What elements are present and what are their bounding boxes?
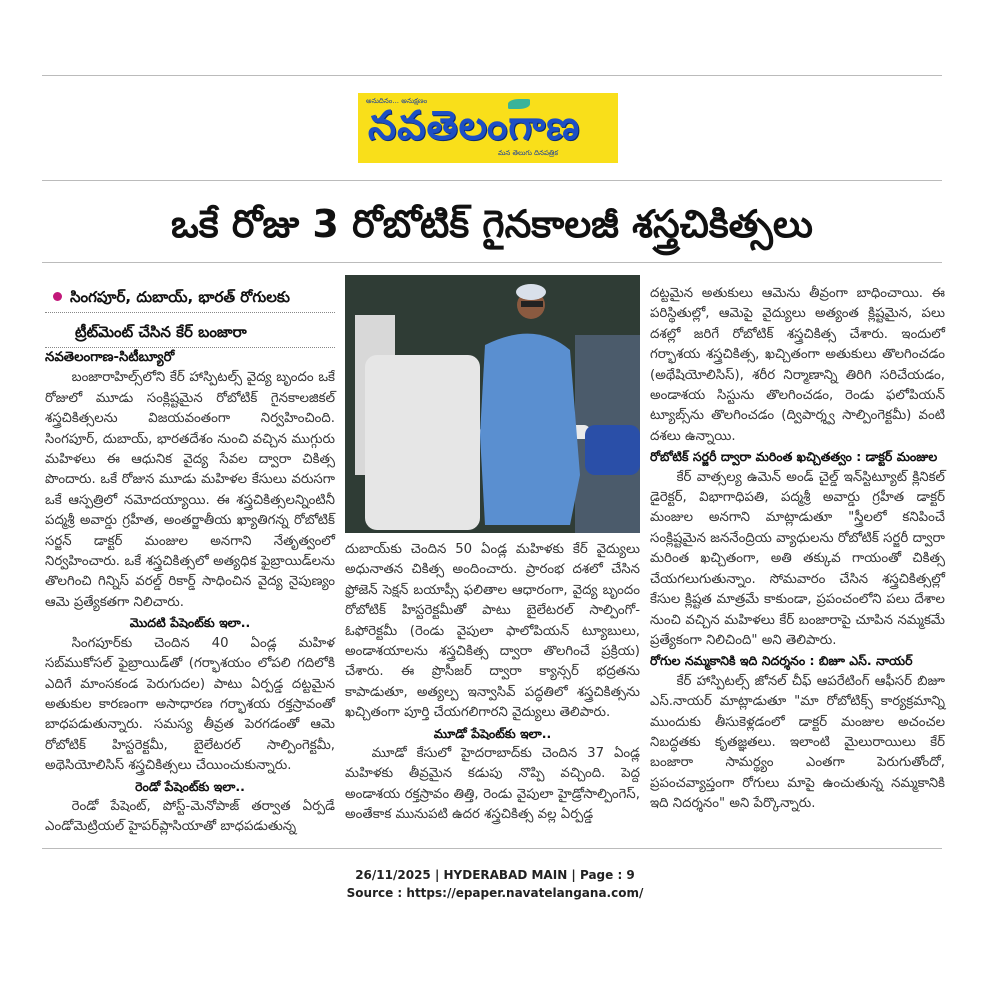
surgeon-robot-image — [345, 275, 640, 533]
dateline: నవతెలంగాణ-సిటీబ్యూరో — [45, 350, 175, 365]
column-1 — [45, 286, 335, 838]
bottom-rule — [42, 848, 942, 849]
intro-paragraph: బంజారాహిల్స్‌లోని కేర్ హాస్పిటల్స్ వైద్య బృందం ఒకే రోజులో మూడు సంక్లిష్టమైన రోబోటిక్ గైనకాలజికల్ శస్త్రచికిత్సలను విజయవంతంగా నిర్వహించింది. సింగపూర్, దుబాయ్, భారతదేశం నుంచి వచ్చిన ముగ్గురు మహిళలు ఈ ఆధునిక వైద్య సేవల ద్వారా చికిత్స పొందారు. ఒకే రోజున మూడు మహిళల కేసులు వరుసగా ఒకే ఆస్పత్రిలో నమోదయ్యాయి. ఈ శస్త్రచికిత్సలన్నింటినీ పద్మశ్రీ అవార్డు గ్రహీత, అంతర్జాతీయ ఖ్యాతిగన్న రోబోటిక్ సర్జన్ డాక్టర్ మంజుల అనగాని నేతృత్వంలో నిర్వహించారు. ఒకే శస్త్రచికిత్సలో అత్యధిక ఫైబ్రాయిడ్‌లను తొలగించి గిన్నిస్ వరల్డ్ రికార్డ్ సాధించిన వైద్య నైపుణ్యం ఆమె ప్రత్యేకతగా నిలిచారు. — [45, 370, 335, 610]
bullet-icon — [53, 292, 62, 301]
third-patient-paragraph: మూడో కేసులో హైదరాబాద్‌కు చెందిన 37 ఏండ్ల మహిళకు తీవ్రమైన కడుపు నొప్పి వచ్చింది. పెద్ద అండాశయ రక్తస్రావం తిత్తి, రెండు వైపులా హైడ్రోసాల్పింగెస్, అంతేకాక మునుపటి ఉదర శస్త్రచికిత్స వల్ల ఏర్పడ్డ — [345, 746, 640, 823]
subhead-1-text: సింగపూర్, దుబాయ్, భారత్ రోగులకు — [70, 288, 290, 306]
second-patient-continued: దుబాయ్‌కు చెందిన 50 ఏండ్ల మహిళకు కేర్ వైద్యులు అధునాతన చికిత్స అందించారు. ప్రారంభ దశలో చేసిన ఫ్రోజెన్ సెక్షన్ బయాప్సీ ఫలితాల ఆధారంగా, వైద్య బృందం రోబోటిక్ హిస్టరెక్టమీతో పాటు బైలేటరల్ సాల్పింగో-ఓఫోరెక్టమీ (రెండు వైపులా ఫాలోపియన్ ట్యూబులు, అండాశయాలను శస్త్రచికిత్స ద్వారా తొలగించే ప్రక్రియ) చేశారు. ఈ ప్రొసీజర్ ద్వారా క్యాన్సర్ భద్రతను కాపాడుతూ, అత్యల్ప ఇన్వాసివ్ పద్ధతిలో శస్త్రచికిత్సను ఖచ్చితంగా పూర్తి చేయగలిగారని వైద్యులు తెలిపారు. — [345, 542, 640, 721]
masthead-logo — [358, 93, 618, 163]
logo-top-text: అనుదినం... అనుక్షణం — [366, 97, 428, 105]
heading-second-patient: రెండో పేషెంట్‌కు ఇలా.. — [135, 778, 245, 794]
logo-tagline: మన తెలుగు దినపత్రిక — [498, 149, 559, 157]
third-patient-continued: దట్టమైన అతుకులు ఆమెను తీవ్రంగా బాధించాయి. ఈ పరిస్థితుల్లో, ఆమెపై వైద్యులు అత్యంత క్లిష్టమైన, పలు దశల్లో జరిగే రోబోటిక్ శస్త్రచికిత్స చేశారు. ఇందులో గర్భాశయ శస్త్రచికిత్స, ఖచ్చితంగా అతుకులు తొలగించడం (అథేషియోలిసిస్), శరీర నిర్మాణాన్ని తిరిగి సరిచేయడం, అండాశయ సిస్టును తొలగించడం, రెండు ఫలోపియన్ ట్యూబ్స్‌ను తొలగించడం (ద్విపార్శ్వ సాల్పింగెక్టమీ) వంటి దశలు ఉన్నాయి. — [650, 286, 945, 444]
masthead-rule — [42, 180, 942, 181]
headline: ఒకే రోజు 3 రోబోటిక్ గైనకాలజీ శస్త్రచికిత్సలు — [171, 202, 813, 246]
heading-first-patient: మొదటి పేషెంట్‌కు ఇలా.. — [129, 615, 251, 631]
dr-manjula-quote: కేర్ వాత్సల్య ఉమెన్ అండ్ చైల్డ్ ఇన్‌స్టిట్యూట్ క్లినికల్ డైరెక్టర్, విభాగాధిపతి, పద్మశ్రీ అవార్డు గ్రహీత డాక్టర్ మంజుల అనగాని మాట్లాడుతూ "స్త్రీలలో కనిపించే సంక్లిష్టమైన జననేంద్రియ వ్యాధులను రోబోటిక్ సర్జరీ ద్వారా మరింత ఖచ్చితంగా, అతి తక్కువ గాయంతో చికిత్స చేయగలుగుతున్నాం. సోమవారం చేసిన శస్త్రచికిత్సల్లో కేసుల క్లిష్టత మాత్రమే కాకుండా, ప్రపంచంలోని పలు దేశాల నుంచి వచ్చిన మహిళలు కేర్ బంజారాపై చూపిన నమ్మకమే ప్రత్యేకంగా నిలిచింది" అని తెలిపారు. — [650, 469, 945, 648]
logo-name: నవతెలంగాణ — [368, 103, 581, 149]
source-link[interactable]: Source : https://epaper.navatelangana.com/ — [346, 886, 644, 900]
article-photo — [345, 275, 640, 533]
heading-dr-manjula: రోబోటిక్ సర్జరీ ద్వారా మరింత ఖచ్చితత్వం : డాక్టర్ మంజుల — [650, 449, 938, 465]
heading-biju-nair: రోగుల నమ్మకానికి ఇది నిదర్శనం : బిజూ ఎస్. నాయర్ — [650, 653, 913, 669]
column-2 — [345, 540, 640, 826]
second-patient-paragraph: రెండో పేషెంట్, పోస్ట్-మెనోపాజ్ తర్వాత ఏర్పడే ఎండోమెట్రియల్ హైపర్‌ప్లాసియాతో బాధపడుతున్న — [45, 798, 335, 835]
column-3 — [650, 284, 945, 815]
subhead-2: ట్రీట్‌మెంట్ చేసిన కేర్ బంజారా — [75, 323, 247, 341]
edition-info: 26/11/2025 | HYDERABAD MAIN | Page : 9 — [355, 868, 635, 882]
divider — [45, 312, 335, 313]
top-rule — [42, 75, 942, 76]
biju-nair-quote: కేర్ హాస్పిటల్స్ జోనల్ చీఫ్ ఆపరేటింగ్ ఆఫీసర్ బిజూ ఎస్.నాయర్ మాట్లాడుతూ "మా రోబోటిక్స్ కార్యక్రమాన్ని ముందుకు తీసుకెళ్లడంలో డాక్టర్ మంజుల అచంచల నిబద్ధతకు కృతజ్ఞతలు. ఇలాంటి మైలురాయిలు కేర్ బంజారా సామర్థ్యం ఎంతగా పెరుగుతోందో, ప్రపంచవ్యాప్తంగా రోగులు మాపై ఉంచుతున్న నమ్మకానికి ఇది నిదర్శనం" అని పేర్కొన్నారు. — [650, 673, 945, 812]
heading-third-patient: మూడో పేషెంట్‌కు ఇలా.. — [433, 725, 552, 741]
headline-rule — [42, 262, 942, 263]
subhead-1 — [45, 286, 335, 308]
first-patient-paragraph: సింగపూర్‌కు చెందిన 40 ఏండ్ల మహిళ సబ్‌ముకోసల్ ఫైబ్రాయిడ్‌తో (గర్భాశయం లోపలి గదిలోకి ఎదిగే మాంసకండ పెరుగుదల) పాటు ఏర్పడ్డ దట్టమైన అతుకుల కారణంగా అసాధారణ గర్భాశయ రక్తస్రావంతో బాధపడుతున్నారు. సమస్య తీవ్రత పెరగడంతో ఆమె రోబోటిక్ హిస్టరెక్టమీ, బైలేటరల్ సాల్పింగెక్టమీ, అథెసియోలిసిస్ శస్త్రచికిత్సలు చేయించుకున్నారు. — [45, 635, 335, 774]
